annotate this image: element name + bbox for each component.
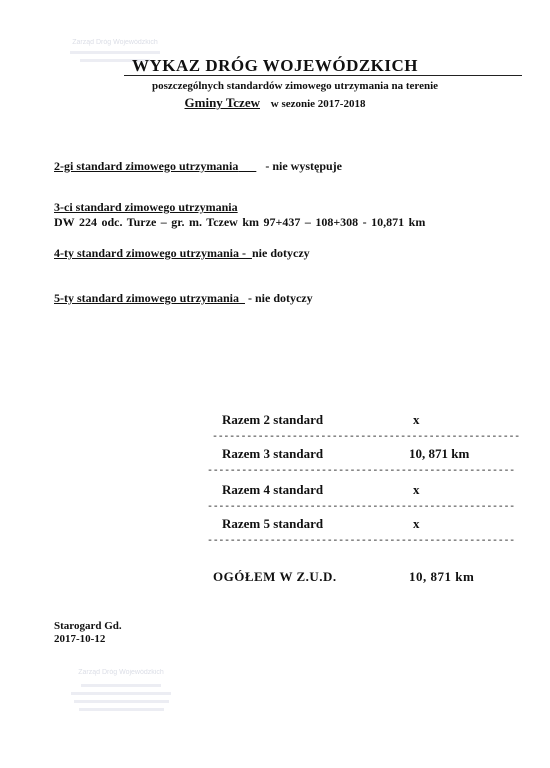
underline-fill <box>238 159 256 173</box>
gmina-name: Gminy Tczew <box>184 95 260 110</box>
summary-row-3-label: Razem 3 standard <box>222 446 324 461</box>
standard-2-line <box>54 159 342 174</box>
standard-4-value: nie dotyczy <box>251 246 310 260</box>
standard-2-value: - nie występuje <box>265 159 342 173</box>
summary-divider: ------------------------------------------------------ <box>207 466 515 477</box>
underline-fill <box>239 291 245 305</box>
stamp-top-scribble <box>70 51 160 54</box>
summary-row-2-label: Razem 2 standard <box>222 412 324 427</box>
standard-4-line <box>54 246 310 261</box>
season-text: w sezonie 2017-2018 <box>270 98 366 110</box>
gmina-line <box>0 95 550 111</box>
summary-row-4-label: Razem 4 standard <box>222 482 324 497</box>
summary-divider: ------------------------------------------------------ <box>212 432 520 443</box>
stamp-top-text: Zarząd Dróg Wojewódzkich <box>72 39 158 46</box>
title-rule <box>124 75 522 76</box>
standard-5-line <box>54 291 313 306</box>
stamp-bottom <box>46 668 196 711</box>
stamp-bottom-scribble <box>81 684 161 687</box>
standard-5-label: 5-ty standard zimowego utrzymania <box>54 291 239 305</box>
standard-5-value: - nie dotyczy <box>247 291 313 305</box>
standard-2-label: 2-gi standard zimowego utrzymania <box>54 159 239 173</box>
summary-row-5-value: x <box>413 516 420 531</box>
standard-3-label: 3-ci standard zimowego utrzymania <box>54 200 238 214</box>
summary-row-2-value: x <box>413 412 420 427</box>
standard-4-label: 4-ty standard zimowego utrzymania - <box>54 246 246 260</box>
stamp-bottom-scribble <box>74 700 169 703</box>
summary-divider: ------------------------------------------------------ <box>207 536 515 547</box>
stamp-bottom-scribble <box>79 708 164 711</box>
summary-row-5-label: Razem 5 standard <box>222 516 324 531</box>
summary-divider: ------------------------------------------------------ <box>207 502 515 513</box>
stamp-bottom-scribble <box>71 692 171 695</box>
total-value: 10, 871 km <box>409 569 475 584</box>
document-title: WYKAZ DRÓG WOJEWÓDZKICH <box>131 56 419 75</box>
footer-place: Starogard Gd. <box>54 620 122 632</box>
summary-row-4-value: x <box>413 482 420 497</box>
footer-date: 2017-10-12 <box>54 633 106 645</box>
stamp-bottom-text: Zarząd Dróg Wojewódzkich <box>78 669 164 676</box>
standard-3-road: DW 224 odc. Turze – gr. m. Tczew km 97+437 – 108+308 - 10,871 km <box>54 215 426 229</box>
document-subtitle: poszczególnych standardów zimowego utrzymania na terenie <box>151 80 439 92</box>
total-label: OGÓŁEM W Z.U.D. <box>213 569 337 584</box>
summary-row-3-value: 10, 871 km <box>409 446 470 461</box>
